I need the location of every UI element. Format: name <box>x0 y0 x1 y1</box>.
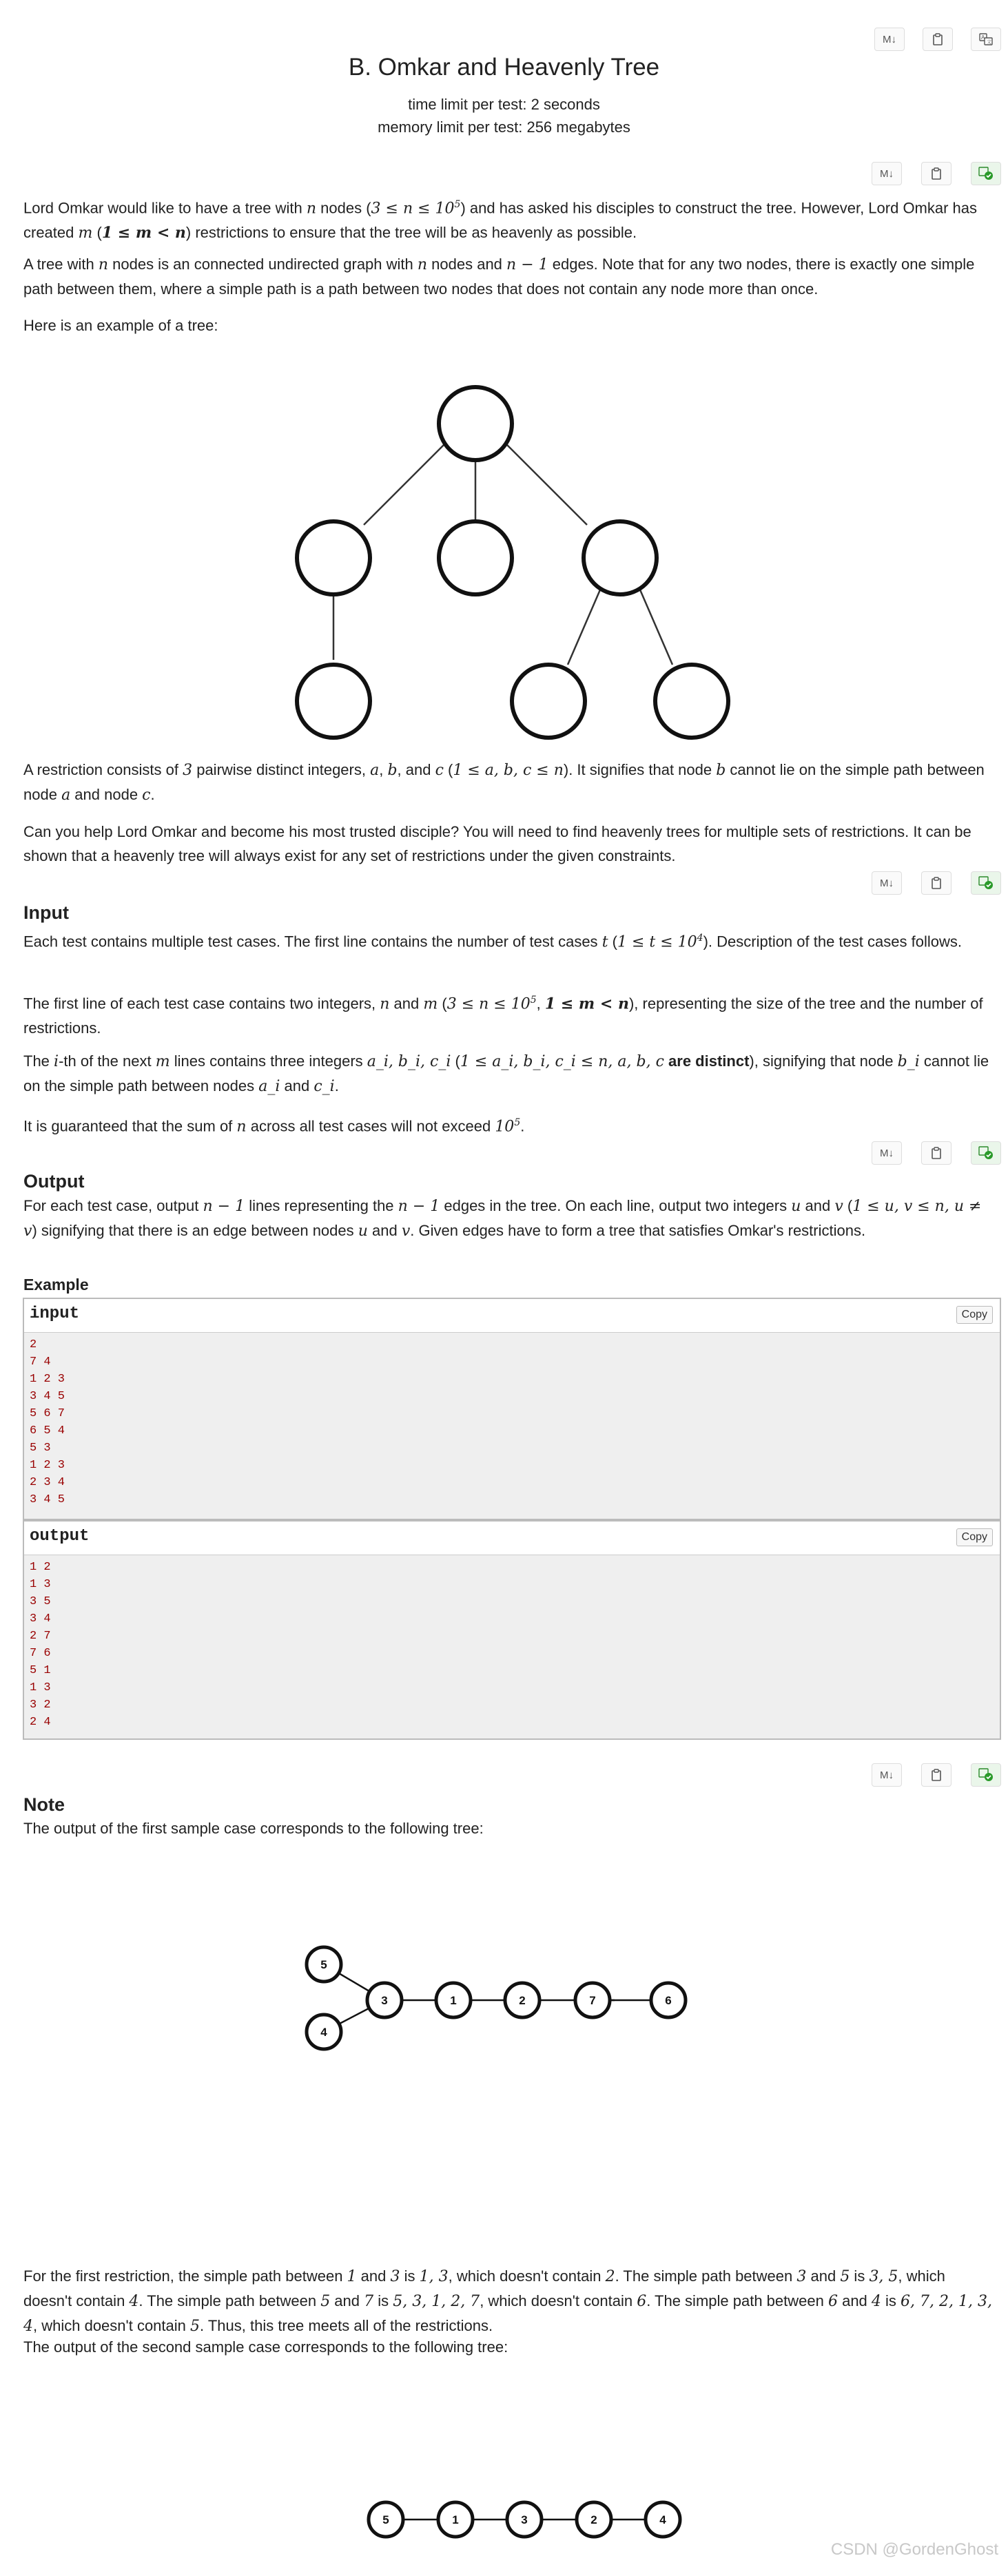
math-v: v <box>401 1223 411 1240</box>
text: ) restrictions to ensure that the tree will be as heavenly as possible. <box>185 224 637 242</box>
text: . <box>150 786 155 803</box>
statement-paragraph-3: Here is an example of a tree: <box>23 317 218 334</box>
math-value: 2 <box>605 2268 615 2285</box>
output-line: 1 3 <box>30 1681 51 1694</box>
text: lines representing the <box>245 1197 398 1214</box>
output-heading: Output <box>23 1171 85 1192</box>
copy-latex-button[interactable] <box>971 871 1001 895</box>
sample-1-tree-diagram <box>296 1929 696 2053</box>
text: For the first restriction, the simple path between <box>23 2267 347 2285</box>
input-line: 3 4 5 <box>30 1390 65 1403</box>
text: , which doesn't contain <box>448 2267 606 2285</box>
example-heading: Example <box>23 1276 89 1294</box>
copy-input-button[interactable]: Copy <box>956 1306 993 1324</box>
input-heading: Input <box>23 902 69 923</box>
math-path: 3, 5 <box>869 2268 898 2285</box>
math-constraint: 1 ≤ a, b, c ≤ n <box>453 762 564 779</box>
markdown-button[interactable] <box>872 871 902 895</box>
output-paragraph-1 <box>23 1194 995 1243</box>
math-constraint: 1 ≤ m < n <box>544 995 629 1013</box>
math-n: n <box>98 256 109 273</box>
text: and <box>367 1222 402 1239</box>
math-ci: c_i <box>313 1078 335 1095</box>
math-u: u <box>791 1198 801 1215</box>
text: , which doesn't contain <box>480 2292 637 2309</box>
text: is <box>850 2267 870 2285</box>
math-value: 6 <box>637 2293 647 2310</box>
sample-input-block <box>23 1298 1001 1520</box>
math-3: 3 <box>183 762 193 779</box>
node-label: 6 <box>665 1994 672 2007</box>
text: , <box>536 995 545 1012</box>
math-t: t <box>601 933 608 951</box>
math-n-minus-1: n − 1 <box>203 1198 245 1215</box>
math-v: v <box>834 1198 843 1215</box>
check-badge-icon <box>978 167 994 180</box>
math-constraint: 3 ≤ n ≤ 10 <box>371 200 455 218</box>
math-ai: a_i <box>258 1078 280 1095</box>
text: edges. Note that for any two nodes, there is exactly one simple path between them, where a simple path is a path between two nodes that does not contain any node more than once. <box>23 256 975 298</box>
text: The <box>23 1052 54 1070</box>
svg-text:A: A <box>981 34 985 41</box>
output-line: 3 5 <box>30 1595 51 1608</box>
text: ( <box>843 1197 853 1214</box>
math-m: m <box>78 225 93 242</box>
text: and <box>389 995 424 1012</box>
text: A restriction consists of <box>23 761 183 778</box>
output-line: 5 1 <box>30 1664 51 1677</box>
math-path: 6, 7, 2, 1, 3, 4 <box>23 2293 992 2335</box>
text: across all test cases will not exceed <box>246 1117 495 1135</box>
note-paragraph-2 <box>23 2264 995 2338</box>
math-value: 7 <box>364 2293 374 2310</box>
check-badge-icon <box>978 1146 994 1160</box>
text: and <box>806 2267 841 2285</box>
math-a: a <box>61 787 71 804</box>
check-badge-icon <box>978 1768 994 1782</box>
text: nodes is an connected undirected graph with <box>108 256 418 273</box>
tree-edge <box>568 588 601 665</box>
tree-node <box>512 665 585 738</box>
tree-edge <box>505 443 587 525</box>
text: , and <box>397 761 435 778</box>
math-m: m <box>155 1053 170 1070</box>
watermark: CSDN @GordenGhost <box>830 2540 998 2559</box>
node-label: 2 <box>590 2513 597 2526</box>
math-value: 6 <box>827 2293 838 2310</box>
sample-output-title: output <box>30 1527 90 1546</box>
text: A tree with <box>23 256 99 273</box>
math-a: a <box>370 762 380 779</box>
sample-output-block <box>23 1520 1001 1740</box>
math-value: 4 <box>129 2293 139 2310</box>
text: . The simple path between <box>646 2292 828 2309</box>
text: and <box>330 2292 364 2309</box>
text: . Thus, this tree meets all of the restrictions. <box>200 2317 493 2334</box>
bold-text: are distinct <box>664 1052 750 1070</box>
text: . <box>520 1117 525 1135</box>
output-line: 1 2 <box>30 1561 51 1574</box>
statement-paragraph-5: Can you help Lord Omkar and become his most trusted disciple? You will need to find heavenly trees for multiple sets of restrictions. It can be shown that a heavenly tree will always exist for any set of restrictions under the given constraints. <box>23 823 971 864</box>
text: ) signifying that there is an edge between nodes <box>32 1222 358 1239</box>
math-exponent: 5 <box>454 199 461 210</box>
markdown-icon: M↓ <box>880 1769 894 1781</box>
clipboard-icon <box>932 33 943 45</box>
text: . The simple path between <box>138 2292 321 2309</box>
node-label: 4 <box>659 2513 666 2526</box>
math-n-minus-1: n − 1 <box>398 1198 440 1215</box>
math-n: n <box>417 256 428 273</box>
math-constraint: 3 ≤ n ≤ 10 <box>446 995 531 1013</box>
markdown-icon: M↓ <box>880 1147 894 1159</box>
tree-edge <box>364 443 446 525</box>
sample-output-header <box>24 1521 1000 1555</box>
output-line: 3 4 <box>30 1612 51 1625</box>
text: . The simple path between <box>615 2267 797 2285</box>
input-line: 1 2 3 <box>30 1373 65 1386</box>
text: ). It signifies that node <box>563 761 717 778</box>
node-label: 1 <box>450 1994 457 2007</box>
statement-paragraph-4 <box>23 758 995 807</box>
math-exponent: 5 <box>530 995 537 1006</box>
text: , which doesn't contain <box>23 2267 945 2309</box>
node-label: 3 <box>381 1994 388 2007</box>
text: and <box>801 1197 835 1214</box>
input-paragraph-1 <box>23 926 995 954</box>
text: lines contains three integers <box>169 1052 367 1070</box>
node-label: 7 <box>589 1994 596 2007</box>
input-paragraph-2 <box>23 988 995 1040</box>
math-vars: a_i, b_i, c_i <box>367 1053 451 1070</box>
copy-button[interactable] <box>921 1763 952 1787</box>
math-n-minus-1: n − 1 <box>506 256 548 273</box>
math-constraint: 1 ≤ u, v ≤ n, u ≠ v <box>23 1198 982 1240</box>
markdown-button[interactable] <box>872 1141 902 1165</box>
markdown-icon: M↓ <box>883 33 896 45</box>
time-limit: time limit per test: 2 seconds <box>408 96 600 113</box>
note-paragraph-3: The output of the second sample case corresponds to the following tree: <box>23 2338 508 2356</box>
text: nodes ( <box>316 199 371 217</box>
copy-output-button[interactable]: Copy <box>956 1528 993 1546</box>
statement-paragraph-2 <box>23 252 995 301</box>
text: Each test contains multiple test cases. The first line contains the number of test cases <box>23 933 602 951</box>
output-line: 7 6 <box>30 1647 51 1660</box>
sample-input-title: input <box>30 1305 80 1323</box>
node-label: 4 <box>320 2026 327 2039</box>
copy-latex-button[interactable] <box>971 162 1001 185</box>
output-line: 2 4 <box>30 1716 51 1729</box>
math-i: i <box>54 1053 59 1070</box>
math-value: 5 <box>840 2268 850 2285</box>
text: cannot lie on the simple path between node <box>23 761 985 803</box>
node-label: 2 <box>519 1994 526 2007</box>
input-line: 5 3 <box>30 1442 51 1455</box>
tree-node <box>439 521 512 594</box>
svg-text:文: 文 <box>987 40 991 45</box>
clipboard-icon <box>931 1147 942 1159</box>
input-toolbar <box>872 871 1001 895</box>
sample-input-lines <box>24 1333 1000 1512</box>
math-constraint: 1 ≤ m < n <box>101 224 186 242</box>
math-b: b <box>716 762 726 779</box>
text: ). Description of the test cases follows. <box>703 933 962 951</box>
math-exponent: 5 <box>514 1117 521 1128</box>
output-line: 2 7 <box>30 1630 51 1643</box>
text: and <box>280 1077 314 1094</box>
math-constraint: 1 ≤ a_i, b_i, c_i ≤ n, a, b, c <box>460 1053 664 1070</box>
text: , which doesn't contain <box>33 2317 191 2334</box>
copy-button[interactable] <box>923 28 953 51</box>
memory-limit: memory limit per test: 256 megabytes <box>378 118 630 136</box>
clipboard-icon <box>931 877 942 889</box>
math-c: c <box>435 762 444 779</box>
text: cannot lie on the simple path between nodes <box>23 1052 989 1094</box>
output-line: 1 3 <box>30 1578 51 1591</box>
input-line: 7 4 <box>30 1355 51 1369</box>
text: is <box>373 2292 393 2309</box>
text: and <box>837 2292 872 2309</box>
note-paragraph-1: The output of the first sample case corresponds to the following tree: <box>23 1820 484 1837</box>
text: , <box>379 761 388 778</box>
translate-button[interactable] <box>971 28 1001 51</box>
math-value: 10 <box>495 1118 515 1136</box>
tree-node <box>297 521 370 594</box>
text: ( <box>443 761 453 778</box>
markdown-button[interactable] <box>874 28 905 51</box>
markdown-icon: M↓ <box>880 877 894 889</box>
output-line: 3 2 <box>30 1699 51 1712</box>
note-toolbar <box>872 1763 1001 1787</box>
note-heading: Note <box>23 1794 65 1815</box>
math-c: c <box>142 787 151 804</box>
math-m: m <box>423 995 438 1013</box>
clipboard-icon <box>931 1769 942 1781</box>
text: is <box>881 2292 901 2309</box>
text: For each test case, output <box>23 1197 203 1214</box>
markdown-button[interactable] <box>872 1763 902 1787</box>
input-line: 3 4 5 <box>30 1493 65 1506</box>
math-value: 5 <box>190 2318 200 2335</box>
input-paragraph-4 <box>23 1111 995 1139</box>
input-line: 2 3 4 <box>30 1476 65 1489</box>
text: . Given edges have to form a tree that satisfies Omkar's restrictions. <box>410 1222 866 1239</box>
sample-output-lines <box>24 1555 1000 1734</box>
text: is <box>400 2267 420 2285</box>
sample-input-header <box>24 1299 1000 1333</box>
math-value: 1 <box>347 2268 357 2285</box>
text: ), representing the size of the tree and the number of restrictions. <box>23 995 983 1037</box>
math-value: 3 <box>796 2268 807 2285</box>
tree-edge <box>639 588 672 665</box>
input-paragraph-3 <box>23 1049 995 1099</box>
math-path: 5, 3, 1, 2, 7 <box>393 2293 480 2310</box>
copy-button[interactable] <box>921 1141 952 1165</box>
math-b: b <box>387 762 398 779</box>
node-label: 3 <box>521 2513 528 2526</box>
text: ( <box>92 224 102 242</box>
sample-2-tree-diagram <box>358 2493 689 2548</box>
text: -th of the next <box>59 1052 156 1070</box>
input-line: 1 2 3 <box>30 1459 65 1472</box>
math-path: 1, 3 <box>419 2268 449 2285</box>
text: It is guaranteed that the sum of <box>23 1117 237 1135</box>
text: nodes and <box>427 256 507 273</box>
tree-node <box>584 521 657 594</box>
math-bi: b_i <box>897 1053 920 1070</box>
statement-paragraph-1 <box>23 193 995 245</box>
copy-latex-button[interactable] <box>971 1763 1001 1787</box>
math-n: n <box>236 1118 247 1136</box>
input-line: 5 6 7 <box>30 1407 65 1420</box>
clipboard-icon <box>931 167 942 180</box>
math-u: u <box>358 1223 368 1240</box>
problem-title: B. Omkar and Heavenly Tree <box>348 54 660 81</box>
text: . <box>334 1077 339 1094</box>
text: ) and has asked his disciples to construct the tree. However, Lord Omkar has created <box>23 199 978 242</box>
node-label: 5 <box>382 2513 389 2526</box>
node-label: 5 <box>320 1958 327 1971</box>
copy-button[interactable] <box>921 162 952 185</box>
text: edges in the tree. On each line, output two integers <box>440 1197 792 1214</box>
node-label: 1 <box>452 2513 459 2526</box>
text: The first line of each test case contains two integers, <box>23 995 380 1012</box>
math-value: 4 <box>871 2293 881 2310</box>
output-toolbar <box>872 1141 1001 1165</box>
copy-button[interactable] <box>921 871 952 895</box>
text: ( <box>451 1052 460 1070</box>
check-badge-icon <box>978 876 994 890</box>
math-constraint: 1 ≤ t ≤ 10 <box>617 933 697 951</box>
tree-node <box>297 665 370 738</box>
input-line: 2 <box>30 1338 37 1351</box>
markdown-icon: M↓ <box>880 167 894 180</box>
header-toolbar <box>874 28 1001 51</box>
text: and node <box>70 786 143 803</box>
tree-node <box>439 387 512 460</box>
text: pairwise distinct integers, <box>192 761 371 778</box>
markdown-button[interactable] <box>872 162 902 185</box>
example-tree-diagram <box>276 372 744 758</box>
copy-latex-button[interactable] <box>971 1141 1001 1165</box>
tree-node <box>655 665 728 738</box>
translate-icon <box>979 33 993 45</box>
math-value: 5 <box>320 2293 331 2310</box>
text: ( <box>608 933 617 951</box>
statement-toolbar <box>872 162 1001 185</box>
text: ( <box>438 995 447 1012</box>
math-exponent: 4 <box>697 933 703 944</box>
input-line: 6 5 4 <box>30 1424 65 1437</box>
math-value: 3 <box>390 2268 400 2285</box>
math-n: n <box>380 995 390 1013</box>
text: Lord Omkar would like to have a tree with <box>23 199 307 217</box>
math-n: n <box>306 200 317 218</box>
text: and <box>356 2267 391 2285</box>
text: ), signifying that node <box>749 1052 898 1070</box>
